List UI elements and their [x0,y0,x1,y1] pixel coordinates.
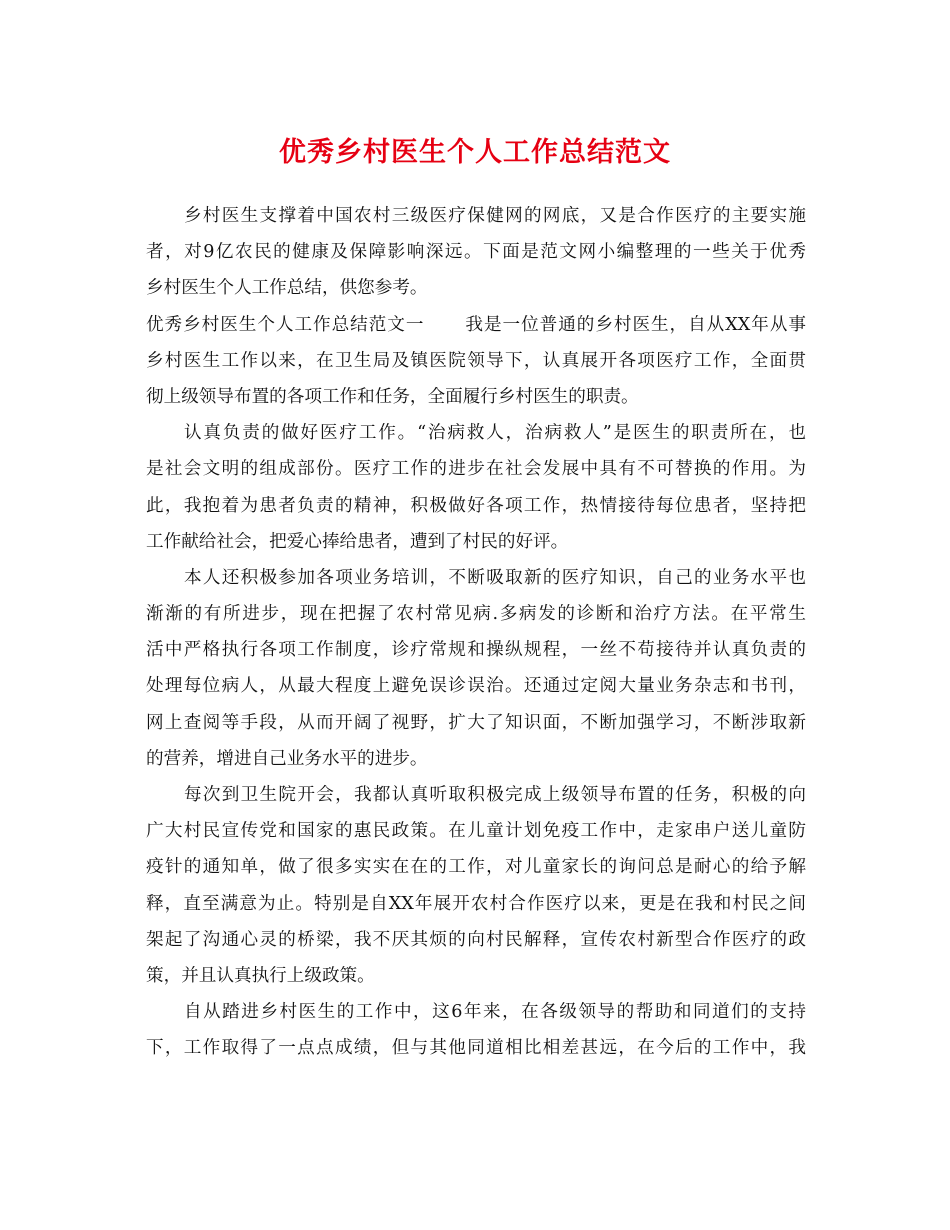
paragraph-2-line-3: 彻上级领导布置的各项工作和任务，全面履行乡村医生的职责。 [146,386,639,407]
section-heading: 优秀乡村医生个人工作总结范文一 [146,314,425,335]
paragraph-6-line-2: 下，工作取得了一点点成绩，但与其他同道相比相差甚远，在今后的工作中，我 [146,1038,806,1059]
paragraph-4-line-3: 活中严格执行各项工作制度，诊疗常规和操纵规程，一丝不苟接待并认真负责的 [146,640,806,661]
paragraph-3-line-4: 工作献给社会，把爱心捧给患者，遭到了村民的好评。 [146,531,569,552]
paragraph-3-line-1: 认真负责的做好医疗工作。“治病救人，治病救人”是医生的职责所在，也 [184,423,806,444]
paragraph-5-line-5: 架起了沟通心灵的桥梁，我不厌其烦的向村民解释，宣传农村新型合作医疗的政 [146,929,806,950]
paragraph-2-line-1 [146,307,806,343]
page-title: 优秀乡村医生个人工作总结范文 [279,137,671,168]
paragraph-4-line-2: 渐渐的有所进步，现在把握了农村常见病.多病发的诊断和治疗方法。在平常生 [146,604,806,625]
document-body [146,198,806,1067]
paragraph-6-line-1: 自从踏进乡村医生的工作中，这6年来，在各级领导的帮助和同道们的支持 [184,1002,806,1023]
paragraph-5-line-3: 疫针的通知单，做了很多实实在在的工作，对儿童家长的询问总是耐心的给予解 [146,857,806,878]
paragraph-3-line-2: 是社会文明的组成部份。医疗工作的进步在社会发展中具有不可替换的作用。为 [146,459,806,480]
paragraph-5-line-2: 广大村民宣传党和国家的惠民政策。在儿童计划免疫工作中，走家串户送儿童防 [146,821,806,842]
paragraph-4-line-5: 网上查阅等手段，从而开阔了视野，扩大了知识面，不断加强学习，不断涉取新 [146,712,806,733]
paragraph-5-line-6: 策，并且认真执行上级政策。 [146,965,375,986]
paragraph-4-line-4: 处理每位病人，从最大程度上避免误诊误治。还通过定阅大量业务杂志和书刊， [146,676,806,697]
paragraph-4-line-6: 的营养，增进自己业务水平的进步。 [146,748,428,769]
paragraph-4-line-1: 本人还积极参加各项业务培训，不断吸取新的医疗知识，自己的业务水平也 [184,567,806,588]
paragraph-1-line-1: 乡村医生支撑着中国农村三级医疗保健网的网底，又是合作医疗的主要实施 [184,206,806,226]
paragraph-5-line-1: 每次到卫生院开会，我都认真听取积极完成上级领导布置的任务，积极的向 [184,785,806,805]
paragraph-1-line-3: 乡村医生个人工作总结，供您参考。 [146,278,428,299]
paragraph-3-line-3: 此，我抱着为患者负责的精神，积极做好各项工作，热情接待每位患者，坚持把 [146,495,806,516]
paragraph-1-line-2: 者，对9亿农民的健康及保障影响深远。下面是范文网小编整理的一些关于优秀 [146,242,806,263]
paragraph-2-line-2: 乡村医生工作以来，在卫生局及镇医院领导下，认真展开各项医疗工作，全面贯 [146,350,806,371]
paragraph-2-line-1-text: 我是一位普通的乡村医生，自从XX年从事 [464,314,806,335]
paragraph-5-line-4: 释，直至满意为止。特别是自XX年展开农村合作医疗以来，更是在我和村民之间 [146,893,806,914]
